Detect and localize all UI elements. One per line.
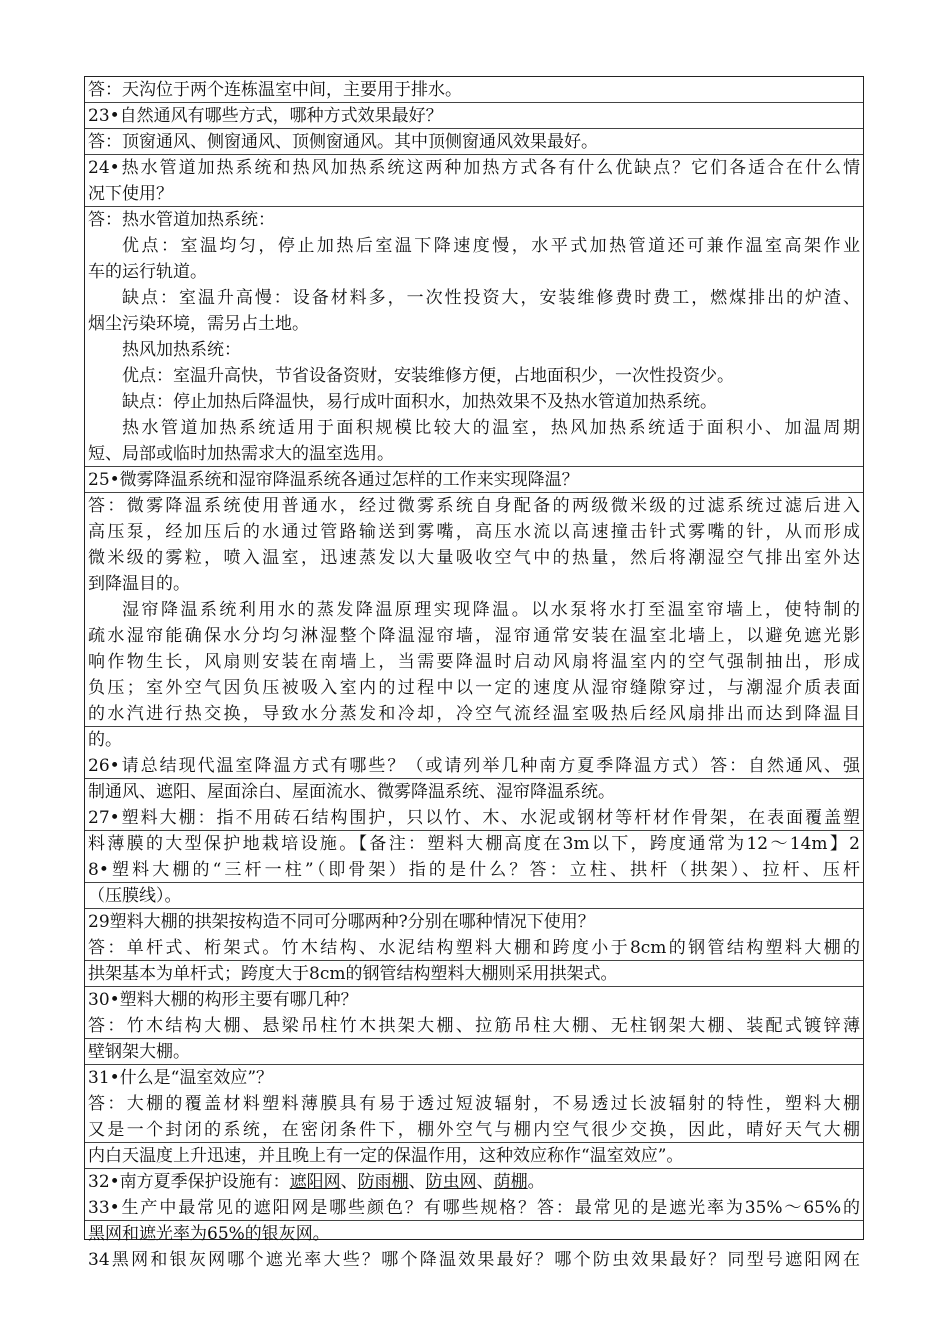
question-30: 30•塑料大棚的构形主要有哪几种？ [88,990,358,1010]
text-line: 高压泵，经加压后的水通过管路输送到雾嘴，高压水流以高速撞击针式雾嘴的针，从而形成 [88,522,860,542]
question-29: 29塑料大棚的拱架按构造不同可分哪两种?分别在哪种情况下使用？ [88,912,595,932]
text-line: 壁钢架大棚。 [88,1042,190,1062]
question-28: 8•塑料大棚的“三杆一柱”（即骨架）指的是什么？答：立柱、拱杆（拱架）、拉杆、压杆 [88,860,860,880]
question-23: 23•自然通风有哪些方式，哪种方式效果最好？ [88,106,443,126]
text-line: 又是一个封闭的系统，在密闭条件下，棚外空气与棚内空气很少交换，因此，晴好天气大棚 [88,1120,860,1140]
text-line: 答：顶窗通风、侧窗通风、顶侧窗通风。其中顶侧窗通风效果最好。 [88,132,598,152]
text-line: 料薄膜的大型保护地栽培设施。【备注：塑料大棚高度在3m以下，跨度通常为12〜14m】2 [88,834,860,854]
text-line: 答：竹木结构大棚、悬梁吊柱竹木拱架大棚、拉筋吊柱大棚、无柱钢架大棚、装配式镀锌薄 [88,1016,860,1036]
text-line: 烟尘污染环境，需另占土地。 [88,314,309,334]
text-line: 车的运行轨道。 [88,262,207,282]
q32-sep: 、 [476,1172,494,1192]
text-line: （压膜线）。 [88,886,182,906]
text-line: 短、局部或临时加热需求大的温室选用。 [88,444,394,464]
text-line: 拱架基本为单杆式；跨度大于8cm的钢管结构塑料大棚则采用拱架式。 [88,964,618,984]
text-line: 热风加热系统： [122,340,241,360]
question-31: 31•什么是“温室效应”？ [88,1068,274,1088]
question-33: 33•生产中最常见的遮阳网是哪些颜色？有哪些规格？答：最常见的是遮光率为35%〜65%的 [88,1198,860,1218]
text-line: 微米级的雾粒，喷入温室，迅速蒸发以大量吸收空气中的热量，然后将潮湿空气排出室外达 [88,548,860,568]
text-line: 响作物生长，风扇则安装在南墙上，当需要降温时启动风扇将温室内的空气强制抽出，形成 [88,652,860,672]
q32-sep: 、 [340,1172,358,1192]
text-line: 答：大棚的覆盖材料塑料薄膜具有易于透过短波辐射，不易透过长波辐射的特性，塑料大棚 [88,1094,860,1114]
text-line: 优点：室温均匀，停止加热后室温下降速度慢，水平式加热管道还可兼作温室高架作业 [122,236,860,256]
q32-item-rain-shelter: 防雨棚 [357,1172,409,1192]
question-25: 25•微雾降温系统和湿帘降温系统各通过怎样的工作来实现降温？ [88,470,579,490]
q32-item-shade-shed: 荫棚 [493,1172,528,1192]
q32-prefix: 32•南方夏季保护设施有： [88,1172,290,1192]
text-line: 内白天温度上升迅速，并且晚上有一定的保温作用，这种效应称作“温室效应”。 [88,1146,684,1166]
q32-sep: 、 [408,1172,426,1192]
text-line: 优点：室温升高快，节省设备资财，安装维修方便，占地面积少，一次性投资少。 [122,366,734,386]
text-line: 答：微雾降温系统使用普通水，经过微雾系统自身配备的两级微米级的过滤系统过滤后进入 [88,496,860,516]
q32-item-shade-net: 遮阳网 [289,1172,341,1192]
question-32 [88,1169,860,1195]
text-line: 负压；室外空气因负压被吸入室内的过程中以一定的速度从湿帘缝隙穿过，与潮湿介质表面 [88,678,860,698]
text-line: 缺点：停止加热后降温快，易行成叶面积水，加热效果不及热水管道加热系统。 [122,392,717,412]
question-27: 27•塑料大棚：指不用砖石结构围护，只以竹、木、水泥或钢材等杆材作骨架，在表面覆盖塑 [88,808,860,828]
text-line: 湿帘降温系统利用水的蒸发降温原理实现降温。以水泵将水打至温室帘墙上，使特制的 [122,600,860,620]
question-34: 34黑网和银灰网哪个遮光率大些？哪个降温效果最好？哪个防虫效果最好？同型号遮阳网在 [88,1250,860,1270]
text-line: 答：热水管道加热系统： [88,210,275,230]
text-line: 缺点：室温升高慢：设备材料多，一次性投资大，安装维修费时费工，燃煤排出的炉渣、 [122,288,860,308]
text-line: 黑网和遮光率为65%的银灰网。 [88,1224,330,1244]
q32-item-insect-net: 防虫网 [425,1172,477,1192]
text-line: 疏水湿帘能确保水分均匀淋湿整个降温湿帘墙，湿帘通常安装在温室北墙上，以避免遮光影 [88,626,860,646]
q32-end: 。 [527,1172,545,1192]
question-24: 24•热水管道加热系统和热风加热系统这两种加热方式各有什么优缺点？它们各适合在什么情 [88,158,860,178]
text-line: 到降温目的。 [88,574,190,594]
text-line: 热水管道加热系统适用于面积规模比较大的温室，热风加热系统适于面积小、加温周期 [122,418,860,438]
text-line: 的水汽进行热交换，导致水分蒸发和冷却，冷空气流经温室吸热后经风扇排出而达到降温目 [88,704,860,724]
text-line: 答：天沟位于两个连栋温室中间，主要用于排水。 [88,80,462,100]
text-line: 制通风、遮阳、屋面涂白、屋面流水、微雾降温系统、湿帘降温系统。 [88,782,615,802]
text-line: 的。 [88,730,122,750]
text-line: 答：单杆式、桁架式。竹木结构、水泥结构塑料大棚和跨度小于8cm的钢管结构塑料大棚的 [88,938,860,958]
question-26: 26•请总结现代温室降温方式有哪些？（或请列举几种南方夏季降温方式）答：自然通风、强 [88,756,860,776]
text-line: 况下使用？ [88,184,173,204]
